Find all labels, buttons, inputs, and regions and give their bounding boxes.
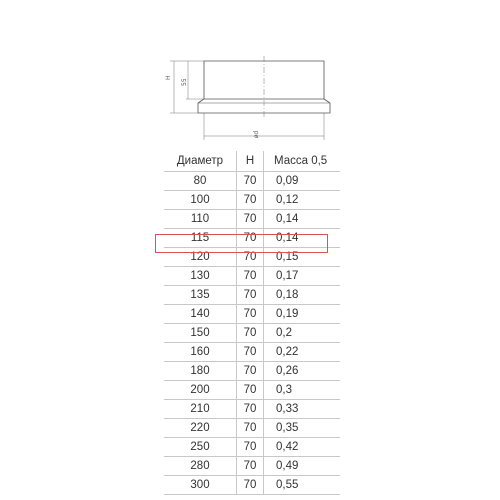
cell-mass: 0,42 xyxy=(264,438,341,457)
dim-55-label: 55 xyxy=(181,78,188,86)
table-row xyxy=(164,362,340,381)
cell-height: 70 xyxy=(237,400,264,419)
cell-height: 70 xyxy=(237,381,264,400)
cell-mass: 0,49 xyxy=(264,457,341,476)
spec-table xyxy=(164,151,340,495)
cell-height: 70 xyxy=(237,438,264,457)
cell-diameter: 250 xyxy=(164,438,237,457)
table-row xyxy=(164,476,340,495)
table-row xyxy=(164,267,340,286)
table-row xyxy=(164,381,340,400)
cell-diameter: 180 xyxy=(164,362,237,381)
cell-height: 70 xyxy=(237,419,264,438)
cell-mass: 0,12 xyxy=(264,191,341,210)
cell-height: 70 xyxy=(237,324,264,343)
cell-mass: 0,15 xyxy=(264,248,341,267)
cell-height: 70 xyxy=(237,248,264,267)
table-row xyxy=(164,324,340,343)
cell-diameter: 150 xyxy=(164,324,237,343)
cell-height: 70 xyxy=(237,172,264,191)
cell-mass: 0,2 xyxy=(264,324,341,343)
header-height: H xyxy=(237,151,264,172)
cell-mass: 0,09 xyxy=(264,172,341,191)
cell-diameter: 280 xyxy=(164,457,237,476)
cell-height: 70 xyxy=(237,267,264,286)
table-row xyxy=(164,172,340,191)
cell-diameter: 140 xyxy=(164,305,237,324)
cell-height: 70 xyxy=(237,476,264,495)
cell-diameter: 200 xyxy=(164,381,237,400)
table-row xyxy=(164,286,340,305)
cell-height: 70 xyxy=(237,286,264,305)
table-row xyxy=(164,419,340,438)
cell-height: 70 xyxy=(237,362,264,381)
cell-mass: 0,17 xyxy=(264,267,341,286)
cell-diameter: 110 xyxy=(164,210,237,229)
cell-height: 70 xyxy=(237,210,264,229)
dim-d-label: ød xyxy=(253,130,261,139)
cell-mass: 0,19 xyxy=(264,305,341,324)
header-mass: Масса 0,5 xyxy=(264,151,341,172)
table-row xyxy=(164,400,340,419)
cap-outline-svg xyxy=(0,0,500,150)
cell-mass: 0,14 xyxy=(264,229,341,248)
cell-diameter: 300 xyxy=(164,476,237,495)
cell-diameter: 100 xyxy=(164,191,237,210)
cell-mass: 0,55 xyxy=(264,476,341,495)
table-row xyxy=(164,438,340,457)
cell-mass: 0,18 xyxy=(264,286,341,305)
header-diameter: Диаметр xyxy=(164,151,237,172)
table-row xyxy=(164,210,340,229)
cell-height: 70 xyxy=(237,191,264,210)
cell-diameter: 220 xyxy=(164,419,237,438)
cell-diameter: 160 xyxy=(164,343,237,362)
cell-height: 70 xyxy=(237,229,264,248)
cell-mass: 0,14 xyxy=(264,210,341,229)
table-row xyxy=(164,191,340,210)
table-row xyxy=(164,457,340,476)
cell-height: 70 xyxy=(237,305,264,324)
table-row xyxy=(164,248,340,267)
cell-diameter: 210 xyxy=(164,400,237,419)
table-header-row xyxy=(164,151,340,172)
cell-mass: 0,35 xyxy=(264,419,341,438)
cell-height: 70 xyxy=(237,343,264,362)
table-row xyxy=(164,343,340,362)
table-row xyxy=(164,305,340,324)
cell-diameter: 120 xyxy=(164,248,237,267)
cell-mass: 0,3 xyxy=(264,381,341,400)
dim-h-label: H xyxy=(165,75,172,80)
table-row xyxy=(164,229,340,248)
cell-height: 70 xyxy=(237,457,264,476)
cap-technical-drawing xyxy=(0,0,500,150)
cell-diameter: 80 xyxy=(164,172,237,191)
cell-mass: 0,26 xyxy=(264,362,341,381)
cell-mass: 0,33 xyxy=(264,400,341,419)
cell-diameter: 130 xyxy=(164,267,237,286)
cell-diameter: 135 xyxy=(164,286,237,305)
cell-diameter: 115 xyxy=(164,229,237,248)
cell-mass: 0,22 xyxy=(264,343,341,362)
